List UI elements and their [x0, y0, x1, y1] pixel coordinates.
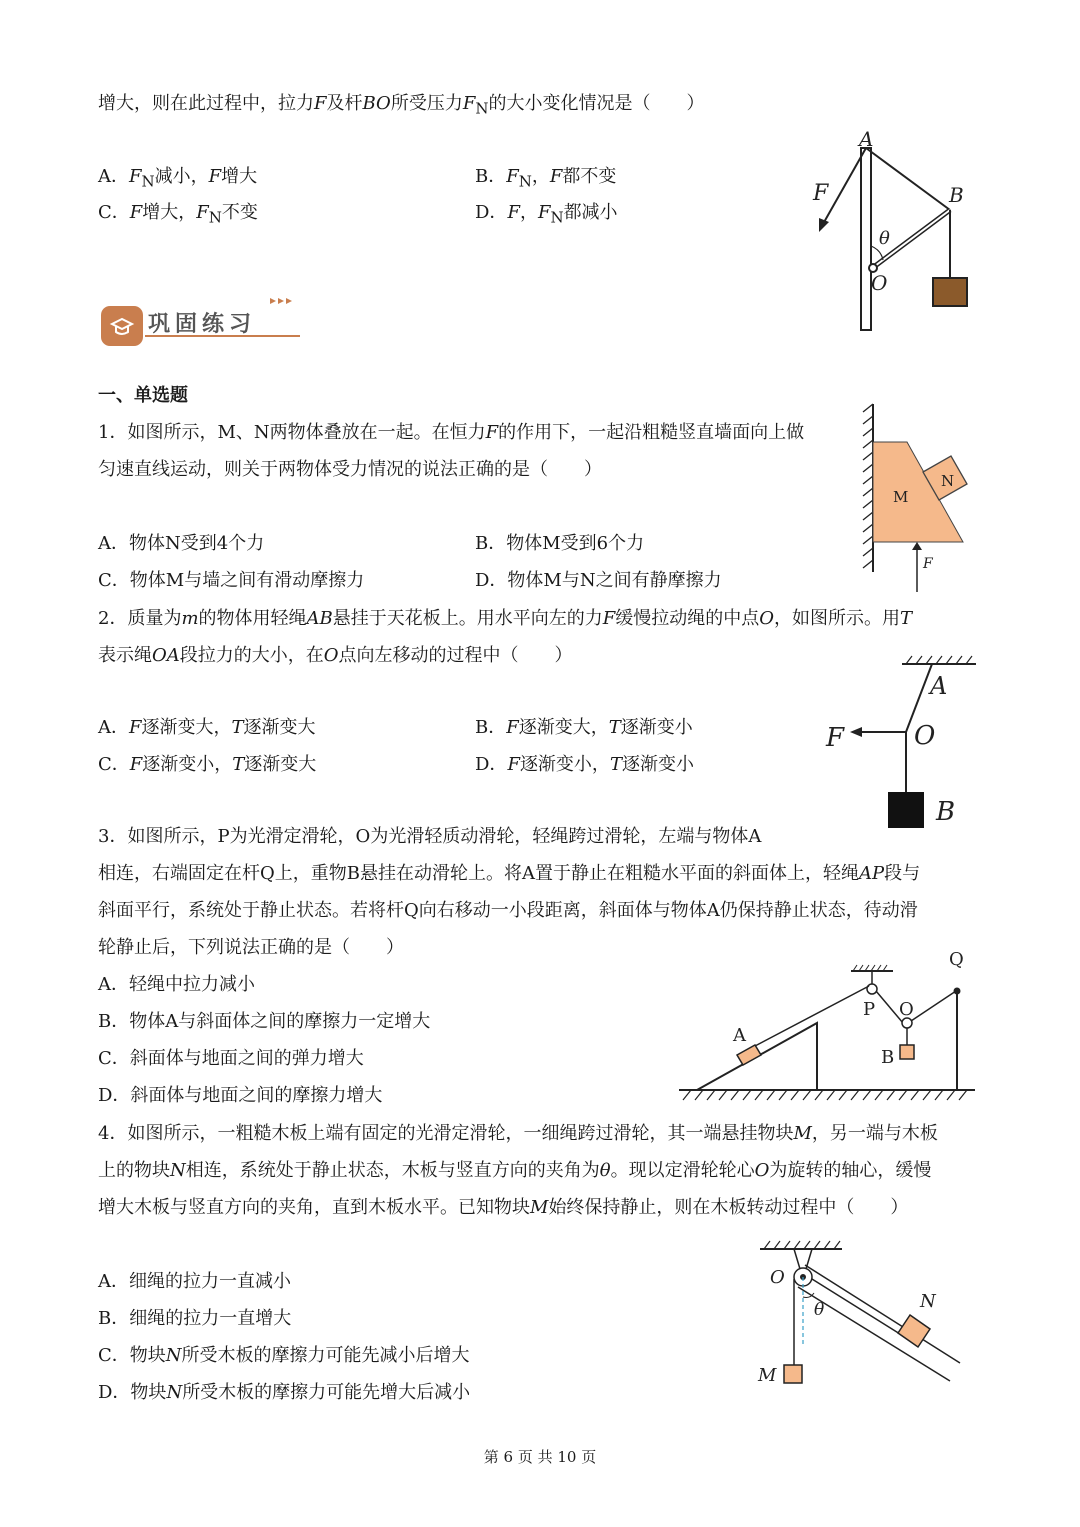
q1-option-b[interactable]: B．物体M受到6个力: [475, 533, 645, 554]
q2-figure: [820, 652, 980, 832]
q4-option-b[interactable]: B．细绳的拉力一直增大: [98, 1308, 292, 1329]
prev-label-theta: θ: [879, 228, 890, 249]
q4-option-d[interactable]: D．物块N所受木板的摩擦力可能先增大后减小: [98, 1382, 471, 1403]
q1-line-1: 1．如图所示，M、N两物体叠放在一起。在恒力F的作用下，一起沿粗糙竖直墙面向上做: [98, 422, 805, 443]
q3-line-1: 3．如图所示，P为光滑定滑轮，O为光滑轻质动滑轮，轻绳跨过滑轮，左端与物体A: [98, 826, 762, 847]
q3-line-2: 相连，右端固定在杆Q上，重物B悬挂在动滑轮上。将A置于静止在粗糙水平面的斜面体上，轻绳AP段与: [98, 863, 921, 884]
prev-question-figure: [805, 128, 985, 338]
q1-option-d[interactable]: D．物体M与N之间有静摩擦力: [475, 570, 722, 591]
q4-option-c[interactable]: C．物块N所受木板的摩擦力可能先减小后增大: [98, 1345, 470, 1366]
q2-option-a[interactable]: A．F逐渐变大，T逐渐变大: [98, 717, 316, 738]
q2-option-c[interactable]: C．F逐渐变小，T逐渐变大: [98, 754, 317, 775]
section-banner: [100, 296, 305, 348]
q4-figure: [750, 1235, 970, 1395]
q4-line-1: 4．如图所示，一粗糙木板上端有固定的光滑定滑轮，一细绳跨过滑轮，其一端悬挂物块M，另一端与木板: [98, 1123, 938, 1144]
prev-label-o: O: [871, 271, 888, 295]
q2-label-a: A: [930, 672, 948, 700]
q2-label-f: F: [826, 723, 845, 753]
q1-label-m: M: [893, 488, 909, 506]
q3-option-b[interactable]: B．物体A与斜面体之间的摩擦力一定增大: [98, 1011, 431, 1032]
q3-label-p: P: [863, 999, 876, 1020]
q2-option-b[interactable]: B．F逐渐变大，T逐渐变小: [475, 717, 693, 738]
q4-option-a[interactable]: A．细绳的拉力一直减小: [98, 1271, 291, 1292]
q1-option-c[interactable]: C．物体M与墙之间有滑动摩擦力: [98, 570, 365, 591]
prev-option-d[interactable]: D．F，$F_N$都减小: [475, 202, 618, 227]
q3-label-q: Q: [949, 949, 964, 970]
prev-option-a[interactable]: A．$F_N$减小，F增大: [98, 166, 258, 191]
q4-label-o: O: [770, 1267, 785, 1288]
prev-label-b: B: [949, 183, 964, 207]
prev-label-a: A: [859, 128, 874, 151]
q4-label-n: N: [920, 1291, 936, 1312]
q3-option-a[interactable]: A．轻绳中拉力减小: [98, 974, 255, 995]
page-footer: 第 6 页 共 10 页: [483, 1448, 597, 1466]
q2-label-b: B: [936, 797, 956, 827]
q2-line-2: 表示绳OA段拉力的大小，在O点向左移动的过程中（ ）: [98, 645, 573, 666]
q3-line-4: 轮静止后，下列说法正确的是（ ）: [98, 937, 404, 958]
q2-option-d[interactable]: D．F逐渐变小，T逐渐变小: [475, 754, 694, 775]
section-title: 一、单选题: [98, 385, 188, 406]
q4-line-2: 上的物块N相连，系统处于静止状态，木板与竖直方向的夹角为θ。现以定滑轮轮心O为旋转的轴心，缓慢: [98, 1160, 932, 1181]
q3-label-o: O: [899, 999, 914, 1020]
banner-title: 巩固练习: [148, 311, 257, 337]
q3-option-c[interactable]: C．斜面体与地面之间的弹力增大: [98, 1048, 364, 1069]
q3-figure: [675, 945, 980, 1105]
q4-label-theta: θ: [814, 1300, 825, 1320]
prev-label-f: F: [813, 181, 829, 206]
q4-line-3: 增大木板与竖直方向的夹角，直到木板水平。已知物块M始终保持静止，则在木板转动过程中（ ）: [98, 1197, 909, 1218]
q3-label-b: B: [881, 1047, 895, 1068]
q1-option-a[interactable]: A．物体N受到4个力: [98, 533, 265, 554]
q1-figure: [855, 400, 975, 600]
q3-line-3: 斜面平行，系统处于静止状态。若将杆Q向右移动一小段距离，斜面体与物体A仍保持静止状态，待动滑: [98, 900, 918, 921]
prev-option-b[interactable]: B．$F_N$，F都不变: [475, 166, 617, 191]
q1-line-2: 匀速直线运动，则关于两物体受力情况的说法正确的是（ ）: [98, 459, 602, 480]
q1-label-n: N: [941, 472, 955, 490]
prev-option-c[interactable]: C．F增大，$F_N$不变: [98, 202, 258, 227]
q3-option-d[interactable]: D．斜面体与地面之间的摩擦力增大: [98, 1085, 383, 1106]
q1-label-f: F: [923, 556, 933, 572]
q2-label-o: O: [914, 721, 936, 751]
q4-label-m: M: [758, 1365, 777, 1386]
q3-label-a: A: [733, 1025, 746, 1046]
q2-line-1: 2．质量为m的物体用轻绳AB悬挂于天花板上。用水平向左的力F缓慢拉动绳的中点O，如图所示。用T: [98, 608, 913, 629]
prev-question-tail: 增大，则在此过程中，拉力F及杆BO所受压力$F_N$的大小变化情况是（ ）: [98, 93, 705, 118]
